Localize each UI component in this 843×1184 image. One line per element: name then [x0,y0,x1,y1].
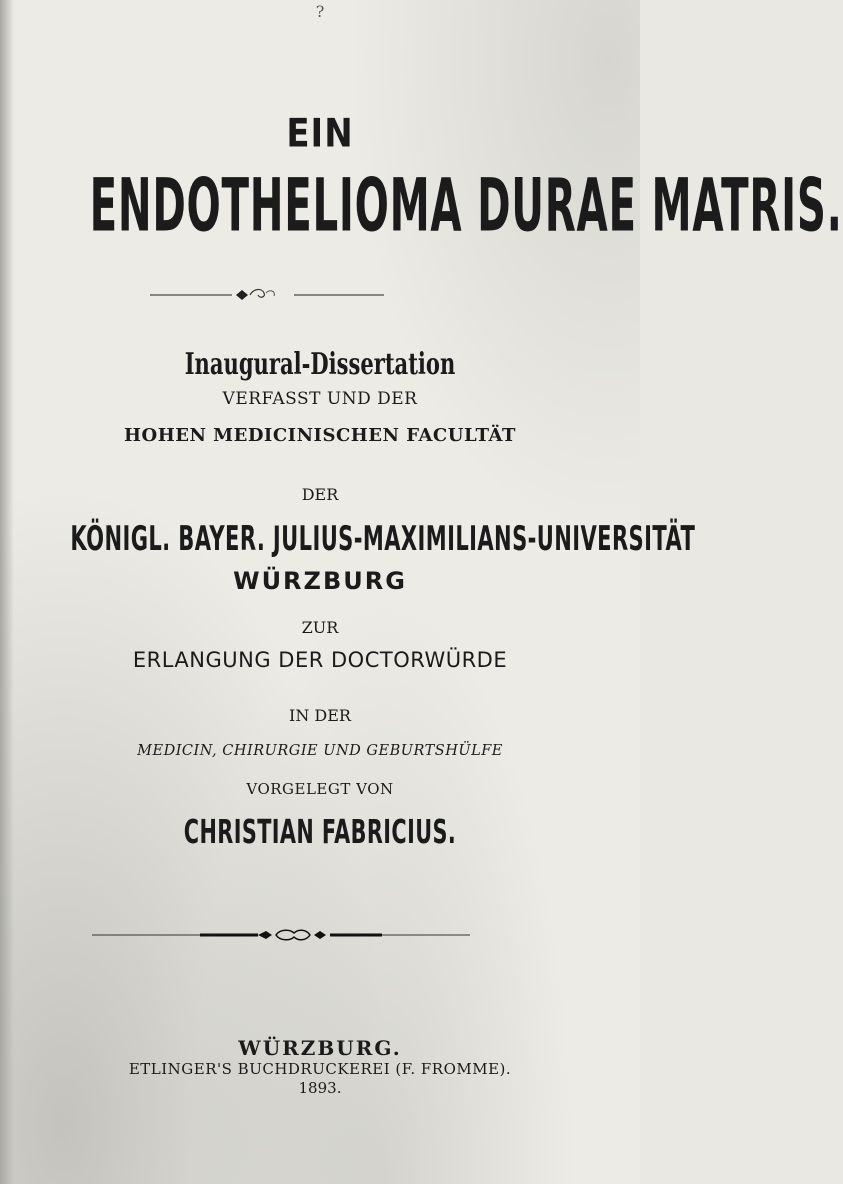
verfasst-line: VERFASST UND DER [222,389,418,409]
dissertation-heading: Inaugural-Dissertation [184,347,456,382]
imprint-place: WÜRZBURG. [238,1036,402,1060]
main-title: ENDOTHELIOMA DURAE MATRIS. [89,164,843,249]
article-ein: EIN [286,111,354,157]
faculty-line: HOHEN MEDICINISCHEN FACULTÄT [124,425,516,446]
pencil-mark: ? [315,2,325,21]
ornament-rule-icon [0,285,640,305]
ornament-divider-top [0,285,640,305]
printer-line: ETLINGER'S BUCHDRUCKEREI (F. FROMME). [128,1060,512,1078]
ornament-rule-icon [0,925,640,945]
vorgelegt-line: VORGELEGT VON [246,780,394,798]
fields-line: MEDICIN, CHIRURGIE UND GEBURTSHÜLFE [137,743,503,759]
zur-line: ZUR [301,618,339,637]
purpose-line: ERLANGUNG DER DOCTORWÜRDE [132,648,508,672]
ornament-divider-bottom [0,925,640,945]
publication-year: 1893. [298,1079,342,1097]
der-line: DER [301,485,339,504]
university-line: KÖNIGL. BAYER. JULIUS-MAXIMILIANS-UNIVERSITÄT [70,520,696,559]
in-der-line: IN DER [289,706,351,725]
author-name: CHRISTIAN FABRICIUS. [183,814,457,852]
city-line: WÜRZBURG [233,567,407,595]
